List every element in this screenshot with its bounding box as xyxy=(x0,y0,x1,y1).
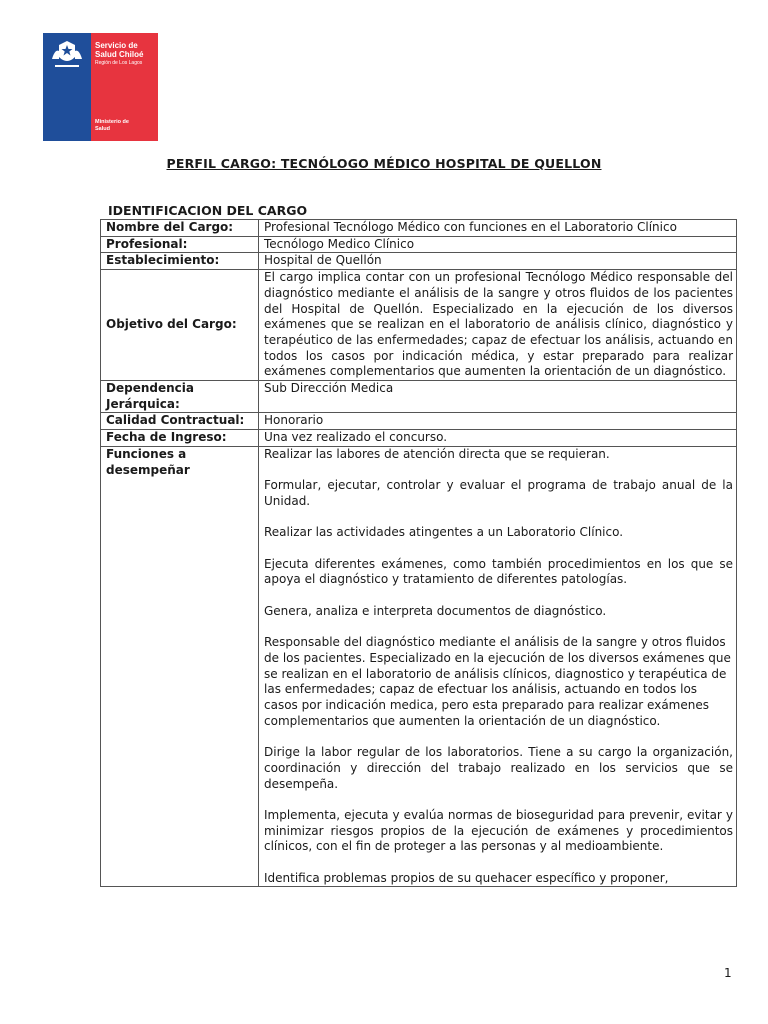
logo-red-panel xyxy=(91,33,158,141)
funcion-item: Genera, analiza e interpreta documentos de diagnóstico. xyxy=(264,603,607,618)
table-row xyxy=(101,430,737,447)
row-label-establecimiento: Establecimiento: xyxy=(101,253,259,270)
logo-blue-panel xyxy=(43,33,91,141)
coat-of-arms-icon xyxy=(49,39,85,71)
row-value-nombre-cargo: Profesional Tecnólogo Médico con funciones en el Laboratorio Clínico xyxy=(259,220,737,237)
row-label-profesional: Profesional: xyxy=(101,236,259,253)
row-label-dependencia: Dependencia Jerárquica: xyxy=(101,381,259,413)
page-number: 1 xyxy=(724,966,732,980)
funciones-list xyxy=(259,446,737,887)
row-label-funciones: Funciones a desempeñar xyxy=(101,446,259,887)
logo-region-name: Región de Los Lagos xyxy=(95,60,143,66)
row-value-objetivo: El cargo implica contar con un profesional Tecnólogo Médico responsable del diagnóstico mediante el análisis de la sangre y otros fluidos de los pacientes del Hospital de Quellón. Especializado en la ejecución de los diversos exámenes que se realizan en el laboratorio de análisis clínico, diagnóstico y terapéutico de las enfermedades; capaz de efectuar los análisis, actuando en todos los casos por indicación médica, y estar preparado para realizar exámenes complementarios que aumenten la orientación de un diagnóstico. xyxy=(259,270,737,381)
table-row xyxy=(101,381,737,413)
row-label-calidad: Calidad Contractual: xyxy=(101,413,259,430)
funcion-item: Dirige la labor regular de los laboratorios. Tiene a su cargo la organización, coordinación y dirección del trabajo realizado en los servicios que se desempeña. xyxy=(264,745,733,791)
row-value-calidad: Honorario xyxy=(259,413,737,430)
row-value-fecha: Una vez realizado el concurso. xyxy=(259,430,737,447)
row-label-objetivo: Objetivo del Cargo: xyxy=(101,270,259,381)
funcion-item: Responsable del diagnóstico mediante el análisis de la sangre y otros fluidos de los pacientes. Especializado en la ejecución de los diversos exámenes que se realizan en el laboratorio de análisis clínicos, diagnostico y terapéutica de las enfermedades; capaz de efectuar los análisis, actuando en todos los casos por indicación medica, pero esta preparado para realizar exámenes complementarios que aumenten la orientación de un diagnóstico. xyxy=(264,635,731,728)
logo-ministry-name: Ministerio de Salud xyxy=(95,119,129,132)
logo-service-name: Servicio de Salud Chiloé xyxy=(95,41,144,59)
funcion-item: Implementa, ejecuta y evalúa normas de bioseguridad para prevenir, evitar y minimizar riesgos propios de la ejecución de exámenes y procedimientos clínicos, con el fin de proteger a las personas y al medioambiente. xyxy=(264,807,733,854)
funcion-item: Realizar las labores de atención directa que se requieran. xyxy=(264,446,610,461)
row-value-establecimiento: Hospital de Quellón xyxy=(259,253,737,270)
table-row xyxy=(101,236,737,253)
table-row xyxy=(101,270,737,381)
funcion-item: Identifica problemas propios de su quehacer específico y proponer, xyxy=(264,870,669,885)
job-profile-table xyxy=(100,219,737,887)
table-row xyxy=(101,253,737,270)
document-title: PERFIL CARGO: TECNÓLOGO MÉDICO HOSPITAL DE QUELLON xyxy=(166,156,602,171)
funcion-item: Realizar las actividades atingentes a un Laboratorio Clínico. xyxy=(264,525,624,540)
table-row xyxy=(101,446,737,887)
funcion-item: Ejecuta diferentes exámenes, como también procedimientos en los que se apoya el diagnóstico y tratamiento de diferentes patologías. xyxy=(264,556,733,587)
table-row xyxy=(101,413,737,430)
table-row xyxy=(101,220,737,237)
row-value-dependencia: Sub Dirección Medica xyxy=(259,381,737,413)
row-value-profesional: Tecnólogo Medico Clínico xyxy=(259,236,737,253)
ministry-logo xyxy=(43,33,158,141)
row-label-nombre-cargo: Nombre del Cargo: xyxy=(101,220,259,237)
section-title: IDENTIFICACION DEL CARGO xyxy=(108,203,308,218)
row-label-fecha: Fecha de Ingreso: xyxy=(101,430,259,447)
funcion-item: Formular, ejecutar, controlar y evaluar el programa de trabajo anual de la Unidad. xyxy=(264,478,733,508)
